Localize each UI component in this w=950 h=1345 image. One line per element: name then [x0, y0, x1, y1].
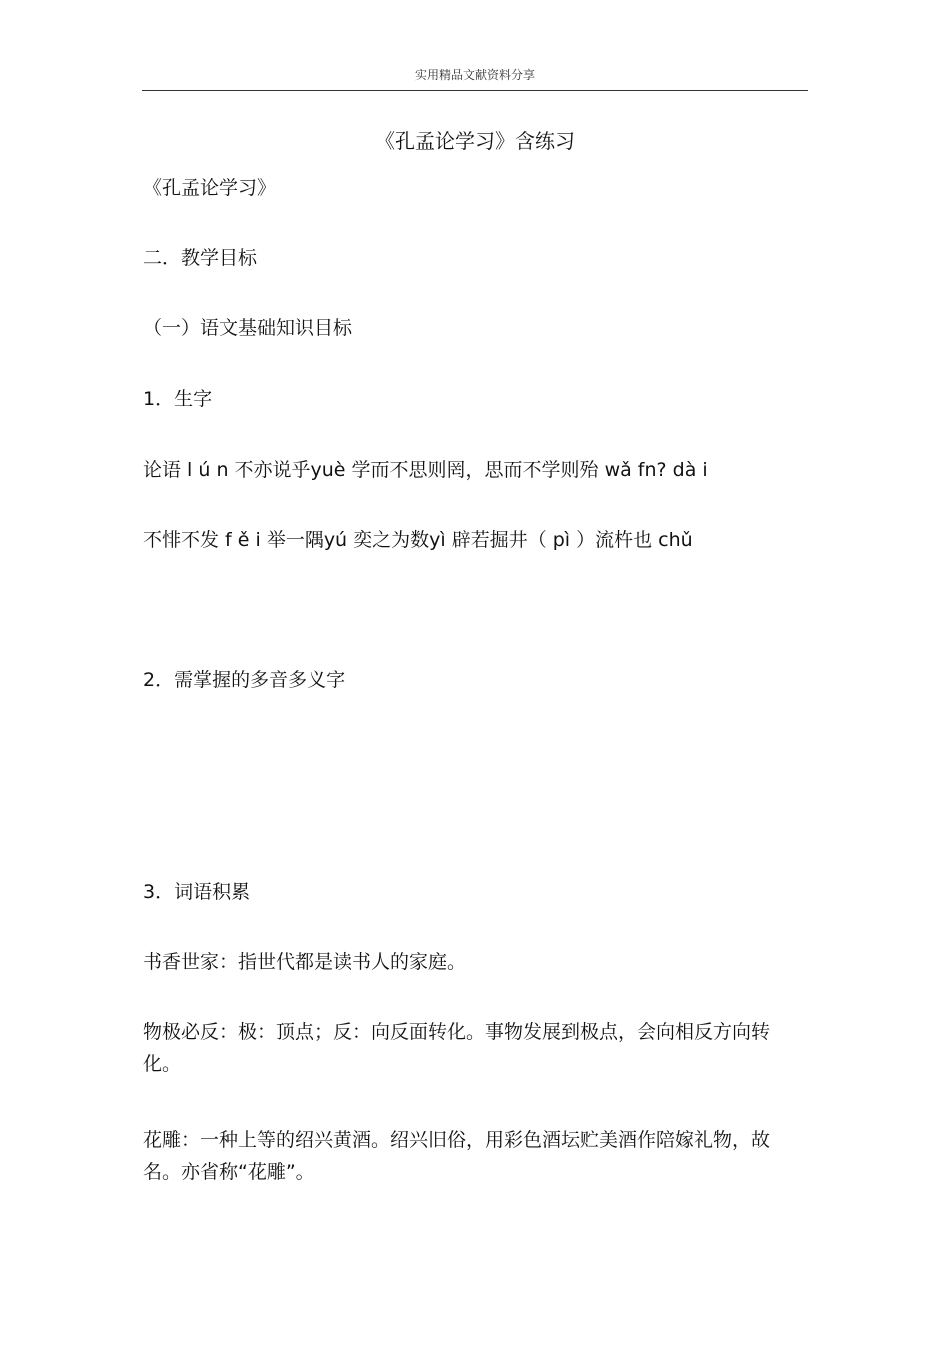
- subsection-heading: （一）语文基础知识目标: [143, 317, 353, 339]
- page-header: 实用精品文献资料分享: [414, 68, 535, 82]
- vocab-entry: 物极必反：极：顶点；反：向反面转化。事物发展到极点，会向相反方向转化。: [143, 1021, 771, 1075]
- item-heading-vocabulary: 3．词语积累: [143, 881, 251, 903]
- vocab-entry: 书香世家：指世代都是读书人的家庭。: [143, 951, 467, 973]
- section-heading: 二．教学目标: [143, 247, 258, 269]
- vocab-entry: 花雕：一种上等的绍兴黄酒。绍兴旧俗，用彩色酒坛贮美酒作陪嫁礼物，故名。亦省称“花雕”。: [143, 1129, 771, 1183]
- item-heading-polyphonic: 2．需掌握的多音多义字: [143, 669, 346, 691]
- pinyin-line-2: 不悱不发 f ě i 举一隅yú 奕之为数yì 辟若掘井（ pì ）流杵也 chǔ: [143, 529, 693, 551]
- subtitle: 《孔孟论学习》: [143, 177, 277, 199]
- item-heading-new-characters: 1．生字: [143, 388, 213, 410]
- header-divider: [142, 90, 808, 91]
- pinyin-line-1: 论语 l ú n 不亦说乎yuè 学而不思则罔，思而不学则殆 wǎ fn? dà i: [143, 459, 708, 481]
- document-title: 《孔孟论学习》含练习: [375, 129, 575, 153]
